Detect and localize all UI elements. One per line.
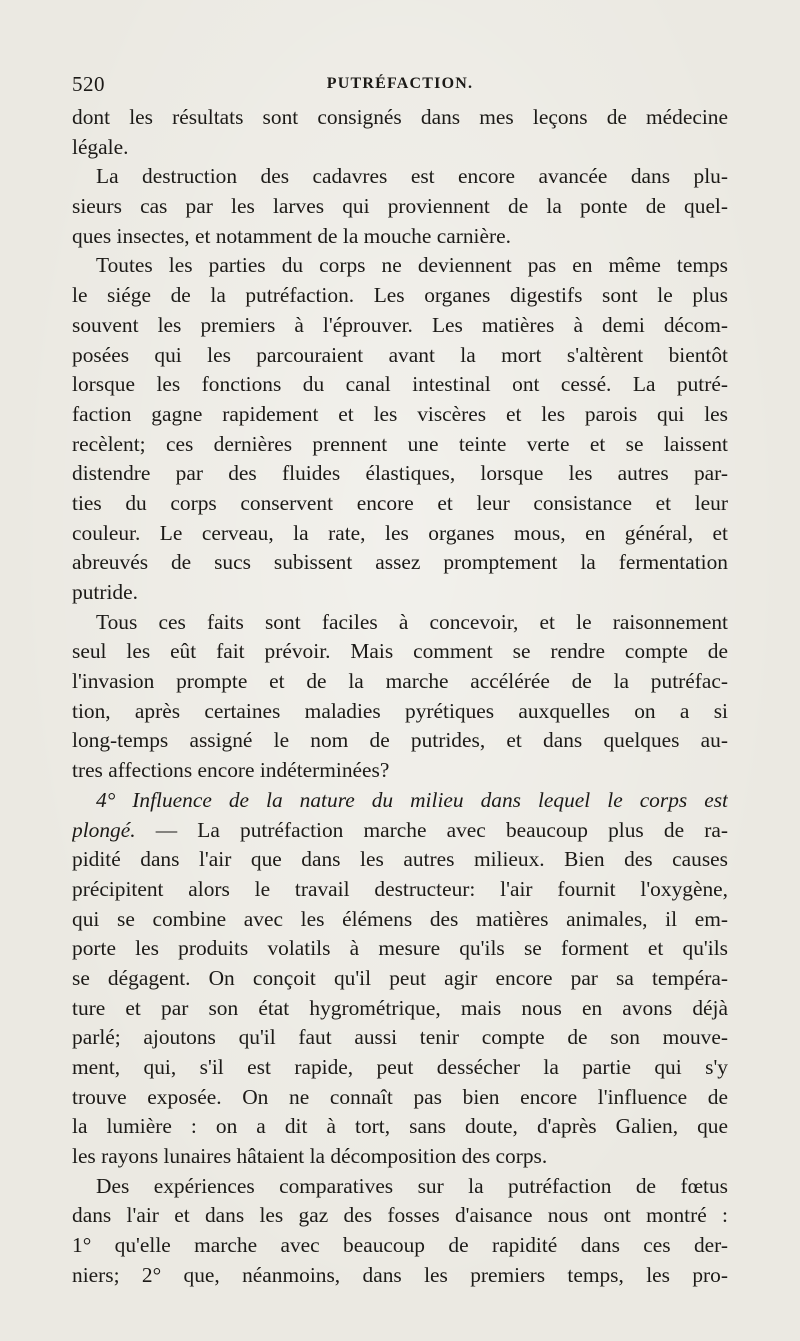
text-line bbox=[72, 341, 728, 371]
line-text: couleur. Le cerveau, la rate, les organes mous, en général, et bbox=[72, 520, 728, 545]
line-text: dont les résultats sont consignés dans mes leçons de médecine bbox=[72, 105, 728, 129]
line-text: précipitent alors le travail destructeur: l'air fournit l'oxygène, bbox=[72, 876, 728, 901]
italic-heading: plongé. bbox=[72, 817, 136, 842]
line-text: parlé; ajoutons qu'il faut aussi tenir compte de son mouve- bbox=[72, 1025, 728, 1050]
line-text: putride. bbox=[72, 580, 138, 604]
text-line bbox=[72, 845, 728, 875]
text-line bbox=[72, 162, 728, 192]
text-line bbox=[72, 430, 728, 460]
text-line bbox=[72, 578, 728, 608]
text-line bbox=[72, 1261, 728, 1291]
line-text: 1° qu'elle marche avec beaucoup de rapidité dans ces der- bbox=[72, 1233, 728, 1258]
text-line bbox=[72, 222, 728, 252]
text-line bbox=[72, 311, 728, 341]
line-text: recèlent; ces dernières prennent une teinte verte et se laissent bbox=[72, 431, 728, 456]
text-line bbox=[72, 1201, 728, 1231]
running-title: PUTRÉFACTION. bbox=[326, 75, 474, 92]
text-line bbox=[72, 251, 728, 281]
line-text: lorsque les fonctions du canal intestinal ont cessé. La putré- bbox=[72, 372, 728, 397]
line-text: Toutes les parties du corps ne deviennent pas en même temps bbox=[96, 253, 728, 278]
text-line bbox=[72, 697, 728, 727]
line-text: trouve exposée. On ne connaît pas bien encore l'influence de bbox=[72, 1084, 728, 1109]
text-line bbox=[72, 1172, 728, 1202]
page-number: 520 bbox=[72, 72, 105, 96]
line-text: niers; 2° que, néanmoins, dans les premiers temps, les pro- bbox=[72, 1262, 728, 1287]
line-text: dans l'air et dans les gaz des fosses d'aisance nous ont montré : bbox=[72, 1203, 728, 1228]
text-line bbox=[72, 281, 728, 311]
line-text: La destruction des cadavres est encore avancée dans plu- bbox=[96, 164, 728, 189]
text-line bbox=[72, 905, 728, 935]
text-line bbox=[72, 637, 728, 667]
line-text: ques insectes, et notamment de la mouche carnière. bbox=[72, 223, 511, 248]
text-line bbox=[72, 786, 728, 816]
text-line bbox=[72, 459, 728, 489]
line-text: légale. bbox=[72, 134, 129, 159]
text-line bbox=[72, 756, 728, 786]
text-line bbox=[72, 489, 728, 519]
line-text: distendre par des fluides élastiques, lorsque les autres par- bbox=[72, 461, 728, 486]
line-text: la lumière : on a dit à tort, sans doute, d'après Galien, que bbox=[72, 1114, 728, 1139]
text-line bbox=[72, 370, 728, 400]
text-line bbox=[72, 608, 728, 638]
line-text: se dégagent. On conçoit qu'il peut agir encore par sa tempéra- bbox=[72, 965, 728, 990]
text-line bbox=[72, 548, 728, 578]
line-text: le siége de la putréfaction. Les organes digestifs sont le plus bbox=[72, 283, 728, 308]
text-line bbox=[72, 519, 728, 549]
text-line bbox=[72, 1112, 728, 1142]
line-text: les rayons lunaires hâtaient la décomposition des corps. bbox=[72, 1144, 548, 1169]
line-text: porte les produits volatils à mesure qu'ils se forment et qu'ils bbox=[72, 936, 728, 961]
line-text: ment, qui, s'il est rapide, peut dessécher la partie qui s'y bbox=[72, 1055, 728, 1079]
line-text: l'invasion prompte et de la marche accélérée de la putréfac- bbox=[72, 669, 728, 694]
body-text bbox=[72, 103, 728, 1291]
text-line bbox=[72, 816, 728, 846]
line-text: qui se combine avec les élémens des matières animales, il em- bbox=[72, 906, 728, 931]
line-text: — La putréfaction marche avec beaucoup plus de ra- bbox=[135, 817, 728, 842]
line-text: Tous ces faits sont faciles à concevoir, et le raisonnement bbox=[96, 609, 728, 634]
text-line bbox=[72, 400, 728, 430]
text-line bbox=[72, 1231, 728, 1261]
text-line bbox=[72, 192, 728, 222]
italic-heading: 4° Influence de la nature du milieu dans lequel le corps est bbox=[96, 787, 728, 812]
line-text: faction gagne rapidement et les viscères et les parois qui les bbox=[72, 401, 728, 426]
text-line bbox=[72, 103, 728, 133]
running-head bbox=[72, 72, 728, 102]
text-line bbox=[72, 1142, 728, 1172]
line-text: ture et par son état hygrométrique, mais nous en avons déjà bbox=[72, 995, 728, 1020]
line-text: posées qui les parcouraient avant la mort s'altèrent bientôt bbox=[72, 342, 728, 367]
text-line bbox=[72, 1023, 728, 1053]
text-line bbox=[72, 726, 728, 756]
line-text: souvent les premiers à l'éprouver. Les matières à demi décom- bbox=[72, 312, 728, 337]
line-text: long-temps assigné le nom de putrides, et dans quelques au- bbox=[72, 728, 728, 753]
text-line bbox=[72, 994, 728, 1024]
line-text: abreuvés de sucs subissent assez promptement la fermentation bbox=[72, 550, 728, 575]
line-text: ties du corps conservent encore et leur consistance et leur bbox=[72, 490, 728, 515]
text-line bbox=[72, 667, 728, 697]
text-line bbox=[72, 875, 728, 905]
text-line bbox=[72, 133, 728, 163]
line-text: sieurs cas par les larves qui proviennent de la ponte de quel- bbox=[72, 194, 728, 219]
line-text: tres affections encore indéterminées? bbox=[72, 758, 390, 783]
text-line bbox=[72, 934, 728, 964]
text-line bbox=[72, 1083, 728, 1113]
line-text: pidité dans l'air que dans les autres milieux. Bien des causes bbox=[72, 847, 728, 872]
line-text: tion, après certaines maladies pyrétiques auxquelles on a si bbox=[72, 698, 728, 723]
text-line bbox=[72, 964, 728, 994]
line-text: Des expériences comparatives sur la putréfaction de fœtus bbox=[96, 1173, 728, 1198]
line-text: seul les eût fait prévoir. Mais comment se rendre compte de bbox=[72, 639, 728, 664]
text-line bbox=[72, 1053, 728, 1083]
